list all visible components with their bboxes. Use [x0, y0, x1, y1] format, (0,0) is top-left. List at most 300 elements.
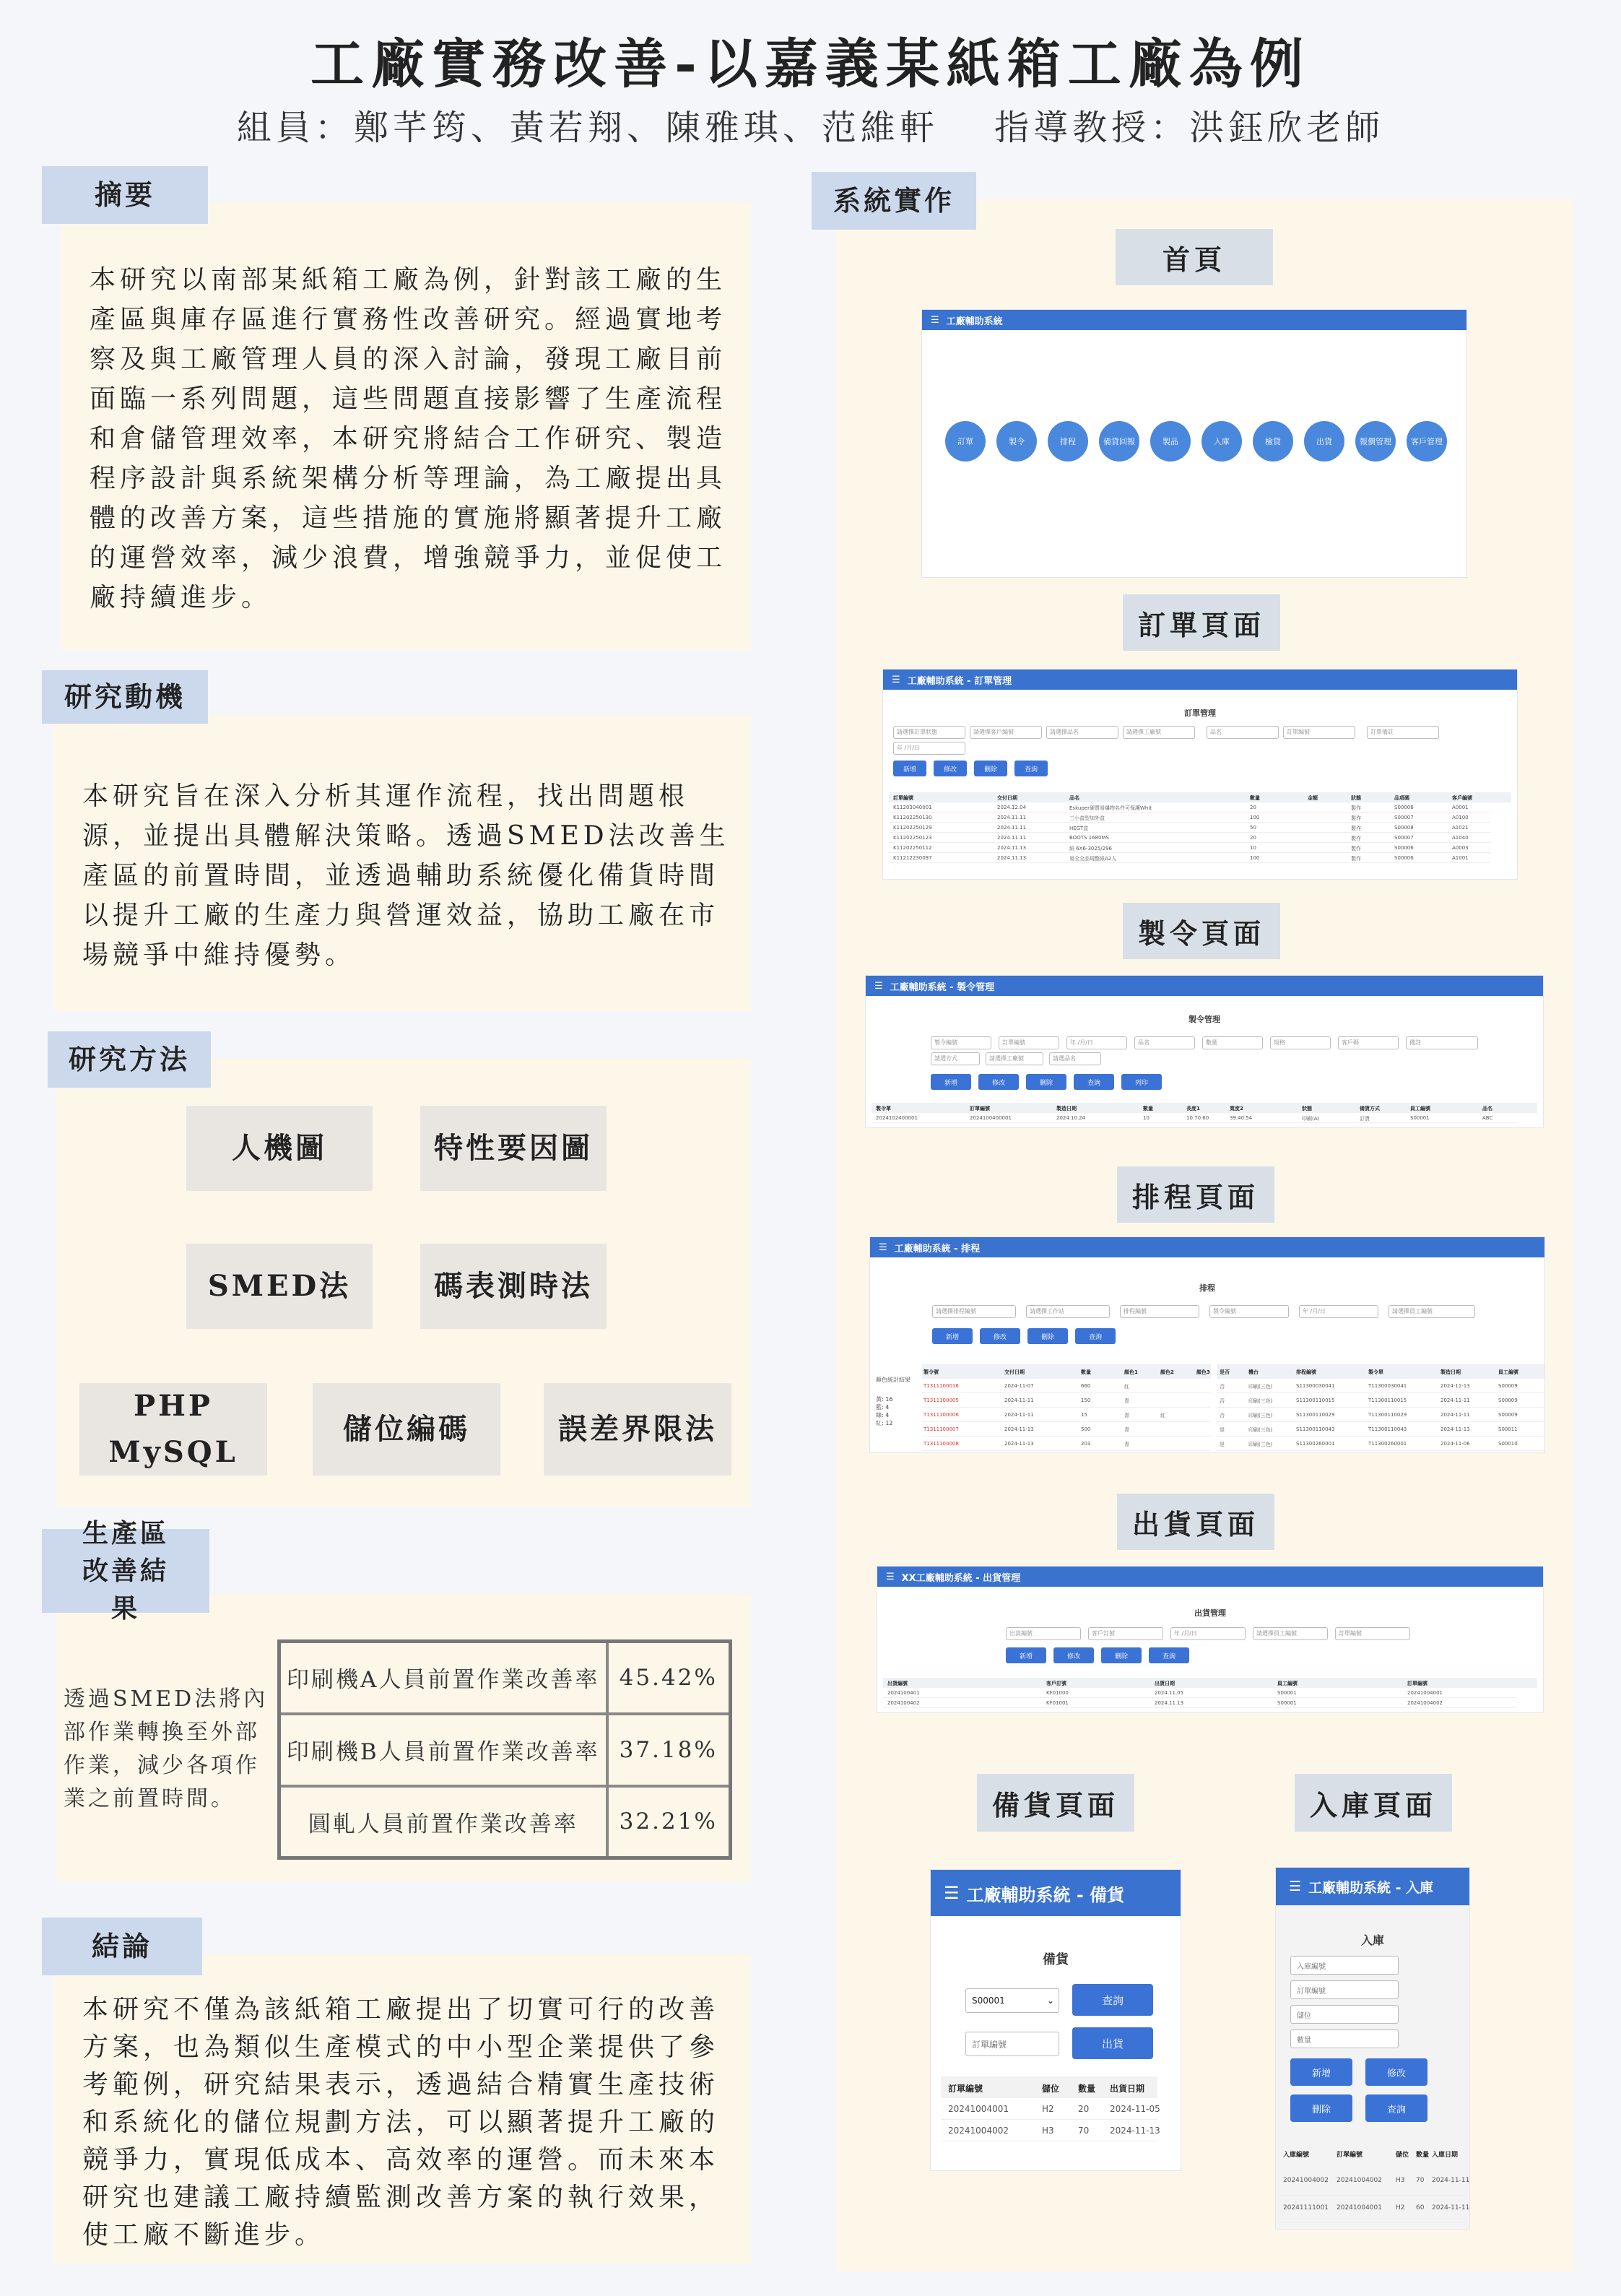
line: 競爭力，實現低成本、高效率的運營。而未來本 [82, 2145, 720, 2175]
table-header-row [922, 1364, 1211, 1379]
ship-add-button[interactable]: 新增 [1006, 1647, 1046, 1663]
table-cell: 20241004001 [1407, 1690, 1443, 1696]
motivation-tab: 研究動機 [42, 670, 208, 724]
ship-customer-input[interactable]: 客戶訂號 [1088, 1627, 1163, 1640]
home-btn-inspect[interactable]: 檢貨 [1253, 421, 1293, 462]
method-php-mysql: PHP MySQL [79, 1383, 267, 1476]
table-header-row [889, 792, 1491, 802]
ship-edit-button[interactable]: 修改 [1053, 1647, 1094, 1663]
methods-tab: 研究方法 [48, 1031, 211, 1088]
table-cell: 20241004002 [1283, 2177, 1329, 2184]
table-cell: 20241004002 [948, 2126, 1009, 2136]
order-screenshot [882, 669, 1518, 880]
table-cell: 2024102400001 [876, 1115, 918, 1121]
table-cell: 660 [1081, 1383, 1091, 1389]
table-cell: S00009 [1498, 1383, 1518, 1389]
inbound-id-input[interactable]: 入庫編號 [1290, 1956, 1399, 1975]
table-row [941, 2120, 1160, 2141]
ship-search-button[interactable]: 查詢 [1149, 1647, 1189, 1663]
table-cell: 2024.10.24 [1056, 1115, 1086, 1121]
schedule-id-select[interactable]: 請選擇排程編號 [932, 1305, 1016, 1318]
method-smed: SMED法 [186, 1244, 373, 1329]
menu-icon[interactable]: ☰ [886, 1571, 895, 1582]
table-cell: 2024.11.11 [997, 815, 1027, 820]
table-cell: 10.70.60 [1186, 1115, 1209, 1121]
results-tab [42, 1517, 209, 1624]
table-cell: 20241004001 [948, 2104, 1009, 2114]
inbound-screenshot [1275, 1867, 1470, 2230]
system-tab: 系統實作 [812, 172, 976, 230]
table-cell: ABC [1482, 1115, 1493, 1121]
table-cell: 否 [1220, 1413, 1225, 1418]
table-cell: 2024.11.11 [997, 825, 1027, 831]
line: 方案，也為類似生產模式的中小型企業提供了參 [82, 2032, 720, 2062]
table-cell: K11203040001 [893, 805, 932, 810]
order-delete-button[interactable]: 刪除 [974, 761, 1007, 776]
table-row [1217, 1422, 1545, 1437]
method-man-machine-chart: 人機圖 [186, 1106, 373, 1191]
column-header: 出貨日期 [1155, 1681, 1175, 1686]
bar-title: XX工廠輔助系統 - 出貨管理 [901, 1572, 1021, 1584]
inbound-caption: 入庫頁面 [1295, 1774, 1452, 1832]
inbound-search-button[interactable]: 查詢 [1365, 2094, 1427, 2122]
table-cell: S00006 [1394, 855, 1414, 861]
order-status-select[interactable]: 請選擇訂單狀態 [893, 726, 965, 739]
table-cell: H3 [1396, 2177, 1405, 2184]
order-name-input[interactable]: 品名 [1207, 726, 1279, 739]
work-qty-input[interactable]: 數量 [1202, 1036, 1263, 1049]
order-note-input[interactable]: 訂單備註 [1367, 726, 1439, 739]
stats-line: 黃: 16 [876, 1396, 893, 1403]
table-cell: 製作 [1351, 836, 1361, 841]
table-cell: A1040 [1452, 835, 1469, 841]
table-header-row [941, 2076, 1157, 2098]
table-row [883, 1688, 1516, 1698]
table-cell: T1311100008 [924, 1441, 959, 1447]
table-cell: 製作 [1351, 815, 1361, 821]
schedule-add-button[interactable]: 新增 [932, 1328, 973, 1344]
home-btn-prep-report[interactable]: 備貨回報 [1099, 421, 1139, 462]
table-cell: S00001 [1410, 1115, 1430, 1121]
table-cell: 是 [1220, 1427, 1225, 1433]
work-customer-input[interactable]: 客戶碼 [1338, 1036, 1399, 1049]
column-header: 數量 [1416, 2152, 1430, 2159]
table-cell: 2024-11-11 [1432, 2204, 1470, 2211]
work-factory-select[interactable]: 請選擇工廠號 [986, 1052, 1043, 1065]
line: 和系統化的儲位規劃方法，可以顯著提升工廠的 [82, 2107, 720, 2137]
schedule-search-button[interactable]: 查詢 [1075, 1328, 1116, 1344]
home-btn-schedule[interactable]: 排程 [1048, 421, 1088, 462]
order-page-title: 訂單管理 [1184, 709, 1216, 718]
ship-delete-button[interactable]: 刪除 [1101, 1647, 1142, 1663]
line: 體的改善方案，這些措施的實施將顯著提升工廠 [90, 503, 727, 533]
column-header: 員工編號 [1498, 1369, 1518, 1375]
column-header: 數量 [1250, 795, 1260, 801]
table-cell: 70 [1078, 2126, 1090, 2136]
menu-icon[interactable]: ☰ [944, 1883, 960, 1903]
table-cell: 易全全品規整紙A2人 [1069, 856, 1117, 862]
table-cell: KF01000 [1046, 1690, 1069, 1696]
table-cell: 2024.11.13 [997, 855, 1027, 861]
inbound-edit-button[interactable]: 修改 [1365, 2058, 1427, 2086]
table-cell: S00006 [1394, 805, 1414, 810]
order-date-input[interactable]: 年 /月/日 [893, 742, 965, 755]
line: 作業，減少各項作 [64, 1753, 260, 1778]
line: 部作業轉換至外部 [64, 1720, 260, 1745]
work-add-button[interactable]: 新增 [931, 1074, 971, 1090]
column-header: 訂單編號 [1407, 1681, 1427, 1686]
table-row [889, 813, 1491, 823]
table-row [889, 802, 1491, 813]
schedule-work-input[interactable]: 製令編號 [1209, 1305, 1289, 1318]
stats-line: 紅: 12 [876, 1420, 893, 1426]
home-btn-work[interactable]: 製令 [996, 421, 1037, 462]
result-value: 45.42% [607, 1642, 731, 1714]
table-cell: S11300110043 [1296, 1426, 1335, 1432]
inbound-location-input[interactable]: 儲位 [1290, 2005, 1399, 2024]
table-cell: S00001 [1277, 1700, 1297, 1706]
table-cell: 否 [1220, 1398, 1225, 1404]
line: 使工廠不斷進步。 [82, 2220, 326, 2250]
table-cell: 印刷(A) [1302, 1116, 1320, 1122]
line: 廠持續進步。 [90, 583, 272, 612]
table-cell: 2024-11-13 [1004, 1441, 1034, 1447]
advisor: 指導教授：洪鈺欣老師 [994, 108, 1385, 148]
column-header: 交付日期 [1004, 1369, 1025, 1375]
table-cell: 青 [1124, 1442, 1129, 1447]
table-cell: 2024-11-07 [1004, 1383, 1034, 1389]
table-row [883, 1698, 1516, 1708]
work-edit-button[interactable]: 修改 [978, 1074, 1019, 1090]
prep-page-title: 備貨 [1043, 1952, 1069, 1967]
abstract-text [90, 260, 726, 618]
table-header-row [872, 1103, 1515, 1113]
table-row [1217, 1437, 1545, 1451]
table-cell: S00011 [1498, 1426, 1518, 1432]
table-cell: H3 [1042, 2126, 1054, 2136]
table-cell: 製作 [1351, 856, 1361, 862]
work-date-input[interactable]: 年 /月/日 [1066, 1036, 1127, 1049]
line: 產區與庫存區進行實務性改善研究。經過實地考 [90, 305, 727, 334]
table-cell: 15 [1081, 1412, 1087, 1418]
table-cell: T11300110043 [1368, 1426, 1407, 1432]
schedule-delete-button[interactable]: 刪除 [1027, 1328, 1068, 1344]
table-row [922, 1408, 1211, 1422]
line: 本研究以南部某紙箱工廠為例，針對該工廠的生 [90, 265, 727, 295]
table-cell: 紙 6X6-3025/296 [1069, 846, 1112, 852]
column-header: 製令單 [876, 1106, 891, 1112]
line: 透過SMED法將內 [64, 1686, 269, 1712]
method-stopwatch: 碼表測時法 [420, 1244, 607, 1329]
table-cell: S00009 [1498, 1398, 1518, 1403]
schedule-bar [870, 1237, 1544, 1257]
column-header: 機台 [1248, 1369, 1259, 1375]
conclusion-text [82, 1991, 719, 2254]
prep-order-input[interactable]: 訂單編號 [965, 2032, 1059, 2056]
column-header: 製令號 [924, 1369, 939, 1375]
table-row [922, 1437, 1211, 1451]
stats-line: 藍: 4 [876, 1404, 890, 1411]
table-row [1280, 2196, 1470, 2223]
menu-icon[interactable]: ☰ [879, 1242, 887, 1253]
abstract-panel [61, 202, 751, 650]
schedule-color-stats [876, 1376, 911, 1427]
table-cell: 2024-11-13 [1440, 1426, 1470, 1432]
column-header: 數量 [1143, 1106, 1153, 1112]
inbound-qty-input[interactable]: 數量 [1290, 2029, 1399, 2048]
table-row [1280, 2168, 1470, 2196]
table-cell: KF01001 [1046, 1700, 1069, 1706]
order-caption: 訂單頁面 [1123, 594, 1280, 651]
table-cell: 150 [1081, 1398, 1091, 1403]
work-spec-input[interactable]: 規格 [1270, 1036, 1331, 1049]
column-header: 訂單編號 [970, 1106, 990, 1112]
line: 業之前置時間。 [64, 1786, 235, 1811]
result-label: 印刷機A人員前置作業改善率 [279, 1642, 607, 1714]
table-row [279, 1786, 731, 1858]
column-header: 訂單編號 [893, 795, 913, 801]
inbound-page-title: 入庫 [1360, 1933, 1384, 1947]
menu-icon[interactable]: ☰ [1289, 1879, 1302, 1894]
schedule-edit-button[interactable]: 修改 [980, 1328, 1020, 1344]
order-bar [883, 670, 1517, 690]
column-header: 狀態 [1351, 795, 1361, 801]
column-header: 員工編號 [1410, 1106, 1430, 1112]
result-value: 37.18% [607, 1714, 731, 1786]
motivation-panel [53, 715, 751, 1011]
home-btn-customer[interactable]: 客戶管理 [1407, 421, 1447, 462]
column-header: 金額 [1308, 795, 1318, 801]
ship-page-title: 出貨管理 [1194, 1608, 1226, 1618]
table-header-row [1217, 1364, 1545, 1379]
order-item-select[interactable]: 請選擇品名 [1046, 726, 1118, 739]
table-cell: 20 [1250, 805, 1256, 810]
home-btn-quote[interactable]: 報價管理 [1355, 421, 1396, 462]
table-cell: 2024100402 [887, 1700, 920, 1706]
ship-order-input[interactable]: 訂單編號 [1335, 1627, 1410, 1640]
table-cell: BOOTS 1680MS [1069, 835, 1109, 841]
table-cell: 三小盒型加外盒 [1069, 815, 1105, 821]
home-btn-product[interactable]: 製品 [1150, 421, 1191, 462]
schedule-no-input[interactable]: 排程編號 [1120, 1305, 1199, 1318]
table-cell: T11300110015 [1368, 1398, 1407, 1403]
table-cell: S11300110015 [1296, 1398, 1335, 1403]
table-cell: 2024-11-13 [1004, 1426, 1034, 1432]
line: 源，並提出具體解決策略。透過SMED法改善生 [82, 821, 730, 851]
table-cell: K11202250112 [893, 845, 932, 851]
table-cell: 2024.12.04 [997, 805, 1027, 810]
table-row [279, 1714, 731, 1786]
column-header: 顏色1 [1124, 1369, 1138, 1375]
home-screenshot [921, 309, 1467, 578]
table-cell: 203 [1081, 1441, 1091, 1447]
method-storage-coding: 儲位編碼 [313, 1383, 500, 1476]
schedule-screenshot [869, 1236, 1545, 1453]
work-page-title: 製令管理 [1188, 1015, 1220, 1024]
table-cell: A0003 [1452, 845, 1469, 851]
table-row [1217, 1408, 1545, 1422]
work-method-select[interactable]: 請選方式 [931, 1052, 980, 1065]
column-header: 品項碼 [1394, 795, 1409, 801]
order-search-button[interactable]: 查詢 [1014, 761, 1048, 776]
column-header: 狀態 [1302, 1106, 1312, 1112]
table-cell: 10 [1250, 845, 1256, 851]
table-row [872, 1113, 1515, 1123]
menu-icon[interactable]: ☰ [874, 980, 883, 992]
column-header: 寬度2 [1230, 1106, 1243, 1112]
table-row [922, 1379, 1211, 1393]
table-row [889, 833, 1491, 843]
results-table [277, 1639, 732, 1860]
column-header: 入庫編號 [1283, 2152, 1310, 2159]
bar-title: 工廠輔助系統 - 入庫 [1308, 1879, 1434, 1896]
result-value: 32.21% [607, 1786, 731, 1858]
table-cell: T1311100006 [924, 1412, 959, 1418]
inbound-delete-button[interactable]: 刪除 [1290, 2094, 1352, 2122]
column-header: 員工編號 [1277, 1681, 1298, 1686]
results-desc [64, 1683, 268, 1816]
schedule-station-select[interactable]: 請選擇工作站 [1026, 1305, 1110, 1318]
bar-title: 工廠輔助系統 - 排程 [894, 1243, 981, 1255]
work-search-button[interactable]: 查詢 [1074, 1074, 1114, 1090]
prep-employee-select[interactable] [965, 1988, 1059, 2013]
column-header: 製造日期 [1056, 1106, 1077, 1112]
table-cell: 2024.11.13 [1155, 1700, 1184, 1706]
table-cell: K11202250130 [893, 815, 932, 820]
table-cell: S00006 [1394, 845, 1414, 851]
ship-screenshot [877, 1566, 1544, 1713]
table-cell: 製作 [1351, 846, 1361, 852]
schedule-page-title: 排程 [1199, 1283, 1215, 1293]
table-header-row [883, 1678, 1516, 1688]
schedule-employee-select[interactable]: 請選擇員工編號 [1389, 1305, 1475, 1318]
table-cell: 60 [1416, 2204, 1425, 2211]
column-header: 交付日期 [997, 795, 1017, 801]
table-cell: 2024-11-06 [1440, 1441, 1470, 1447]
table-cell: 20241111001 [1283, 2204, 1329, 2211]
table-cell: 50 [1250, 825, 1256, 831]
column-header: 品名 [1069, 795, 1079, 801]
table-cell: S11300030041 [1296, 1383, 1335, 1389]
table-cell: 青 [1124, 1413, 1129, 1418]
line: 產區的前置時間，並透過輔助系統優化備貨時間 [82, 861, 720, 891]
table-cell: T1311100007 [924, 1426, 959, 1432]
table-cell: Eskuper硬質易爆物名件可保護Whit [1069, 805, 1152, 811]
table-cell: S11300110029 [1296, 1412, 1335, 1418]
prep-search-button[interactable]: 查詢 [1072, 1984, 1153, 2016]
prep-ship-button[interactable]: 出貨 [1072, 2027, 1153, 2059]
work-order-input[interactable]: 訂單編號 [999, 1036, 1059, 1049]
column-header: 客戶編號 [1452, 795, 1472, 801]
method-error-bound: 誤差界限法 [544, 1383, 731, 1476]
inbound-order-input[interactable]: 訂單編號 [1290, 1980, 1399, 1999]
table-row [922, 1393, 1211, 1408]
stats-label: 顏色統計結果 [876, 1377, 911, 1383]
table-cell: 2024-11-11 [1440, 1398, 1470, 1403]
order-factory-select[interactable]: 請選擇工廠號 [1123, 726, 1195, 739]
abstract-tab: 摘要 [42, 166, 208, 224]
column-header: 訂單編號 [1337, 2152, 1363, 2159]
column-header: 訂單編號 [948, 2084, 983, 2094]
order-id-input[interactable]: 訂單編號 [1283, 726, 1355, 739]
table-cell: 印刷(三色) [1248, 1427, 1273, 1433]
line: 本研究不僅為該紙箱工廠提出了切實可行的改善 [82, 1995, 720, 2024]
table-cell: 紅 [1160, 1413, 1165, 1418]
order-add-button[interactable]: 新增 [893, 761, 926, 776]
table-cell: A1001 [1452, 855, 1469, 861]
home-btn-ship[interactable]: 出貨 [1304, 421, 1344, 462]
work-item-select[interactable]: 請選品名 [1049, 1052, 1101, 1065]
ship-id-input[interactable]: 出貨編號 [1006, 1627, 1081, 1640]
schedule-right-table [1211, 1364, 1540, 1451]
table-row [889, 853, 1491, 863]
prep-bar [931, 1870, 1181, 1916]
table-cell: 2024-11-13 [1110, 2126, 1160, 2136]
menu-icon[interactable]: ☰ [892, 674, 900, 685]
menu-icon[interactable]: ☰ [931, 314, 939, 326]
table-row [889, 843, 1491, 853]
work-delete-button[interactable]: 刪除 [1026, 1074, 1066, 1090]
work-note-input[interactable]: 備註 [1406, 1036, 1478, 1049]
work-name-input[interactable]: 品名 [1134, 1036, 1195, 1049]
line: 場競爭中維持優勢。 [82, 940, 356, 970]
bar-title: 工廠輔助系統 [946, 316, 1003, 327]
table-cell: 20241004002 [1337, 2177, 1382, 2184]
table-cell: T1311100005 [924, 1398, 959, 1403]
schedule-caption: 排程頁面 [1117, 1166, 1274, 1223]
column-header: 製造日期 [1440, 1369, 1461, 1375]
table-cell: 紅 [1124, 1384, 1129, 1390]
home-btn-order[interactable]: 訂單 [945, 421, 986, 462]
home-bar [922, 310, 1466, 330]
column-header: 出貨日期 [1110, 2084, 1145, 2094]
home-btn-inbound[interactable]: 入庫 [1201, 421, 1242, 462]
table-cell: S00010 [1498, 1441, 1518, 1447]
table-cell: T1311100016 [924, 1383, 959, 1389]
work-id-input[interactable]: 製令編號 [931, 1036, 991, 1049]
table-cell: 2024-11-11 [1440, 1412, 1470, 1418]
work-caption: 製令頁面 [1123, 903, 1280, 959]
poster-title: 工廠實務改善-以嘉義某紙箱工廠為例 [310, 33, 1311, 95]
table-cell: 製作 [1351, 805, 1361, 811]
work-bar [866, 976, 1543, 996]
order-edit-button[interactable]: 修改 [934, 761, 967, 776]
column-header: 長度1 [1186, 1106, 1200, 1112]
chevron-down-icon: ⌄ [1046, 1996, 1054, 2006]
table-cell: K11202250129 [893, 825, 932, 831]
line: 面臨一系列問題，這些問題直接影響了生產流程 [90, 384, 727, 414]
line: 的運營效率，減少浪費，增強競爭力，並促使工 [90, 543, 727, 573]
table-cell: 2024.11.05 [1155, 1690, 1184, 1696]
result-label: 印刷機B人員前置作業改善率 [279, 1714, 607, 1786]
table-cell: 2024-11-11 [1432, 2177, 1470, 2184]
ship-employee-select[interactable]: 請選擇員工編號 [1253, 1627, 1328, 1640]
order-customer-select[interactable]: 請選擇客戶編號 [970, 726, 1042, 739]
results-tab-label: 生產區 改善結果 [82, 1517, 169, 1624]
column-header: 數量 [1078, 2084, 1096, 2094]
inbound-add-button[interactable]: 新增 [1290, 2058, 1352, 2086]
column-header: 顏色2 [1160, 1369, 1174, 1375]
schedule-date-input[interactable]: 年 /月/日 [1299, 1305, 1378, 1318]
column-header: 顏色3 [1196, 1369, 1210, 1375]
table-cell: 10 [1143, 1115, 1150, 1121]
prep-screenshot [930, 1869, 1181, 2171]
table-cell: 2024100401 [887, 1690, 920, 1696]
line: 程序設計與系統架構分析等理論，為工廠提出具 [90, 464, 727, 493]
ship-date-input[interactable]: 年 /月/日 [1170, 1627, 1246, 1640]
table-cell: HEGT盒 [1069, 826, 1089, 831]
work-print-button[interactable]: 列印 [1121, 1074, 1162, 1090]
